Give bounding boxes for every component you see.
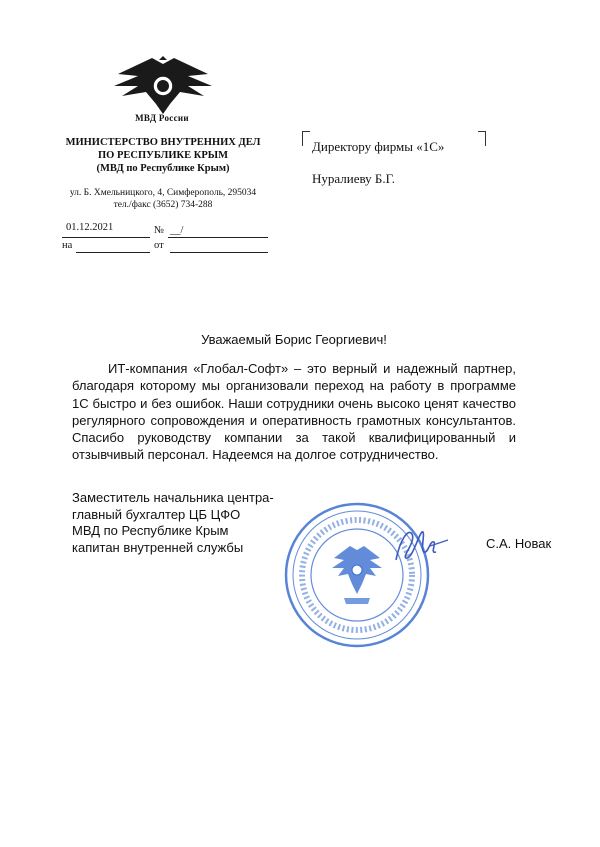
position-line: Заместитель начальника центра- [72,490,274,505]
letter-greeting: Уважаемый Борис Георгиевич! [201,332,387,347]
addressee-title: Директору фирмы «1С» [312,139,445,154]
number-label: № [154,225,165,236]
position-line: МВД по Республике Крым [72,523,229,538]
number-underline [168,237,268,238]
date-underline [62,237,150,238]
address-line: ул. Б. Хмельницкого, 4, Симферополь, 295034 [69,188,257,198]
addressee-name: Нуралиеву Б.Г. [312,171,395,186]
number-value: __/ [170,225,184,236]
ref-prefix: на [62,240,73,251]
ref-from-underline [170,252,268,253]
double-headed-eagle-emblem-icon [108,56,218,116]
signatory-position [72,490,274,556]
ministry-line: МИНИСТЕРСТВО ВНУТРЕННИХ ДЕЛ [65,137,261,148]
emblem-caption: МВД России [135,113,189,123]
addressee-bracket-right [478,131,486,146]
position-line: главный бухгалтер ЦБ ЦФО [72,506,241,522]
phone-line: тел./факс (3652) 734-288 [113,200,213,210]
letter-date: 01.12.2021 [66,222,114,233]
signatory-name: С.А. Новак [486,536,552,551]
addressee-block [312,131,444,195]
ref-underline [76,252,150,253]
ministry-line: (МВД по Республике Крым) [96,163,230,174]
ministry-address [56,187,270,211]
ref-from-label: от [154,240,164,251]
addressee-bracket-left [302,131,310,146]
ministry-line: ПО РЕСПУБЛИКЕ КРЫМ [98,150,228,161]
position-line: капитан внутренней службы [72,539,244,555]
letter-body: ИТ-компания «Глобал-Софт» – это верный и надежный партнер, благодаря которому мы организовали переход на работу в программе 1С быстро и без ошибок. Наши сотрудники очень высоко ценят качество регулярного сопровождения и оперативность грамотных консультантов. Спасибо руководству компании за такой квалифицированный и отзывчивый персонал. Надеемся на долгое сотрудничество. [72,361,516,463]
ministry-name [56,136,270,175]
handwritten-signature-icon [390,520,450,570]
